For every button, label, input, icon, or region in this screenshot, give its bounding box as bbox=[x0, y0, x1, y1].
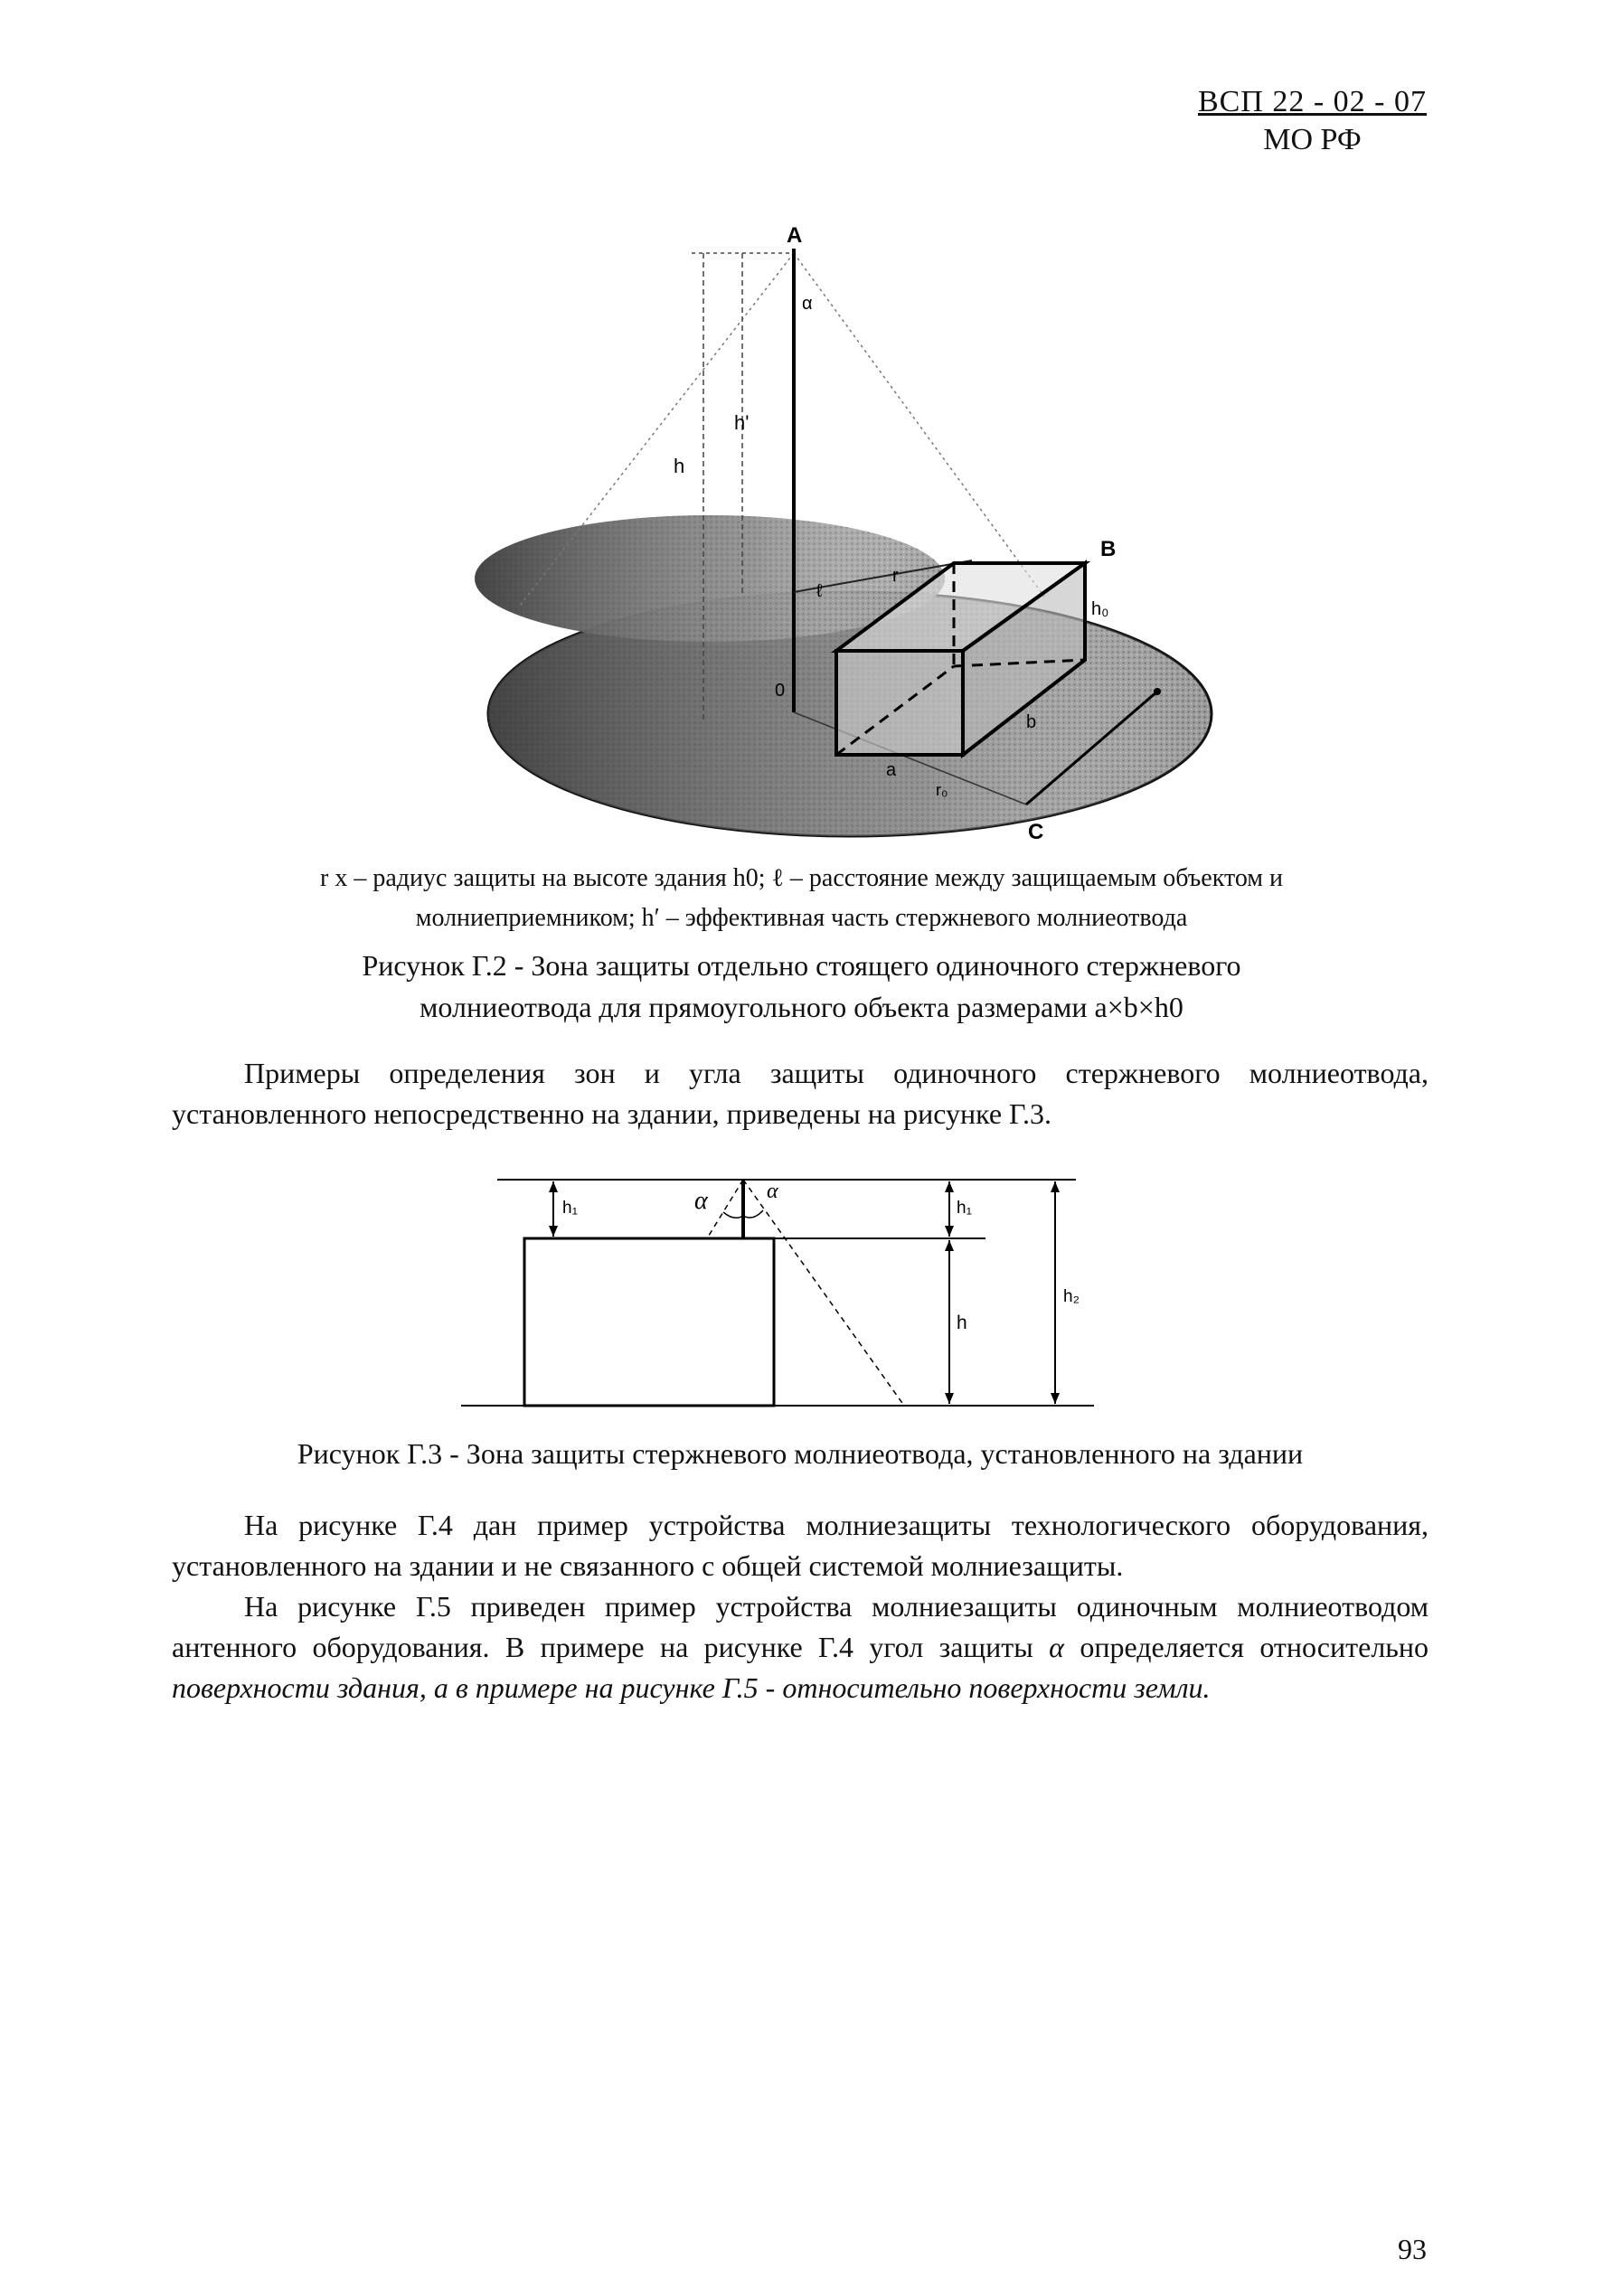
h2-arrow-top bbox=[1051, 1181, 1060, 1192]
label-alpha-right: α bbox=[767, 1180, 778, 1203]
label-h2: h₂ bbox=[1063, 1287, 1080, 1306]
caption-g2-line-1: Рисунок Г.2 - Зона защиты отдельно стоящего одиночного стержневого bbox=[362, 949, 1241, 982]
point-c-marker bbox=[1154, 688, 1161, 695]
label-b-side: b bbox=[1026, 712, 1037, 732]
h-arrow-top bbox=[945, 1240, 954, 1251]
h1-right-arrow-top bbox=[945, 1181, 954, 1192]
label-c: C bbox=[1028, 820, 1044, 844]
label-h-prime: h' bbox=[734, 411, 750, 434]
label-h1-left: h₁ bbox=[562, 1199, 578, 1218]
label-l: ℓ bbox=[816, 581, 823, 601]
document-code: ВСП 22 - 02 - 07 bbox=[1197, 85, 1427, 118]
legend-line-1: r x – радиус защиты на высоте здания h0; ℓ – расстояние между защищаемым объектом и bbox=[320, 864, 1283, 892]
paragraph-3 bbox=[172, 1586, 1429, 1708]
figure-g3 bbox=[452, 1162, 1103, 1424]
h2-arrow-bottom bbox=[1051, 1393, 1060, 1404]
angle-arc-right bbox=[743, 1210, 763, 1218]
paragraph-3-part-1: На рисунке Г.5 приведен пример устройства молниезащиты одиночным молниеотводом антенного оборудования. В примере на рисунке Г.4 угол защиты bbox=[172, 1590, 1429, 1663]
label-h: h bbox=[957, 1313, 967, 1333]
label-alpha: α bbox=[802, 294, 813, 314]
legend-line-2: молниеприемником; h′ – эффективная часть стержневого молниеотвода bbox=[415, 904, 1188, 932]
cone-line-right bbox=[743, 1180, 904, 1406]
paragraph-2: На рисунке Г.4 дан пример устройства молниезащиты технологического оборудования, установленного на здании и не связанного с общей системой молниезащиты. bbox=[172, 1509, 1429, 1582]
document-header bbox=[1198, 83, 1427, 159]
paragraph-1-text: Примеры определения зон и угла защиты одиночного стержневого молниеотвода, установленного непосредственно на здании, приведены на рисунке Г.3. bbox=[172, 1057, 1429, 1130]
label-r0: r₀ bbox=[936, 781, 948, 799]
label-b: B bbox=[1100, 537, 1117, 561]
document-org: МО РФ bbox=[1263, 123, 1362, 156]
label-h: h bbox=[674, 455, 685, 477]
h1-left-arrow-top bbox=[549, 1181, 558, 1192]
figure-g2-caption bbox=[208, 945, 1395, 1028]
h1-left-arrow-bottom bbox=[549, 1226, 558, 1237]
figure-g3-caption bbox=[172, 1433, 1429, 1474]
caption-g2-line-2: молниеотвода для прямоугольного объекта размерами a×b×h0 bbox=[420, 991, 1183, 1023]
cone-line-left bbox=[707, 1180, 743, 1238]
paragraph-3-italic: поверхности здания, а в примере на рисунке Г.5 - относительно поверхности земли. bbox=[172, 1671, 1211, 1704]
page-number: 93 bbox=[1398, 2233, 1427, 2265]
caption-g3: Рисунок Г.3 - Зона защиты стержневого молниеотвода, установленного на здании bbox=[297, 1437, 1304, 1470]
paragraph-3-part-2: определяется относительно bbox=[1063, 1631, 1429, 1663]
label-a: A bbox=[787, 223, 803, 248]
label-a-side: a bbox=[886, 760, 897, 780]
figure-g2 bbox=[357, 217, 1225, 850]
h1-right-arrow-bottom bbox=[945, 1226, 954, 1237]
paragraph-3-alpha: α bbox=[1049, 1631, 1064, 1663]
label-h1-right: h₁ bbox=[957, 1199, 972, 1218]
h-arrow-bottom bbox=[945, 1393, 954, 1404]
label-h0: h₀ bbox=[1091, 599, 1109, 619]
label-alpha-left: α bbox=[694, 1187, 708, 1215]
building bbox=[524, 1238, 774, 1406]
paragraph-1 bbox=[172, 1053, 1429, 1134]
label-rx: r bbox=[892, 566, 899, 586]
angle-arc-left bbox=[723, 1212, 743, 1218]
paragraph-block bbox=[172, 1505, 1429, 1708]
figure-g2-legend bbox=[208, 859, 1395, 938]
label-zero: 0 bbox=[775, 681, 786, 701]
